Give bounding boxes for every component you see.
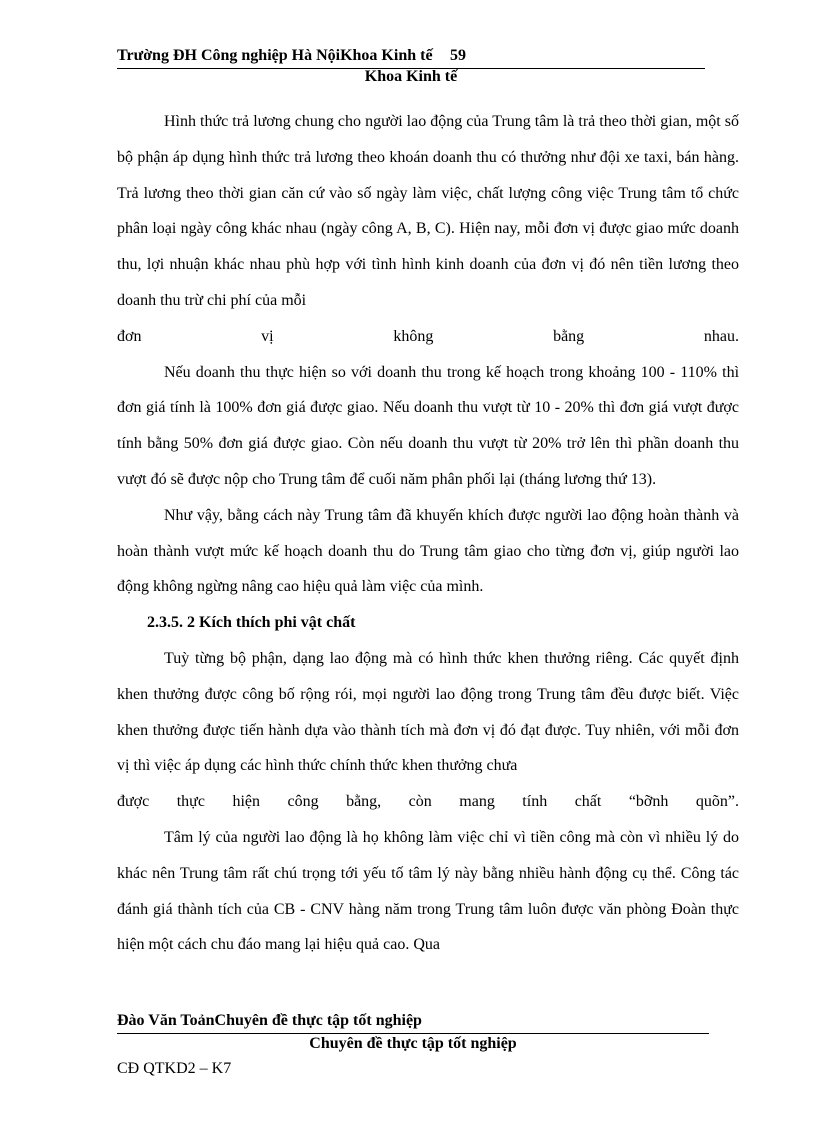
paragraph-last-line: được thực hiện công bằng, còn mang tính chất “bỡnh quõn”. (117, 793, 739, 811)
section-heading: 2.3.5. 2 Kích thích phi vật chất (147, 614, 356, 632)
paragraph: Như vậy, bằng cách này Trung tâm đã khuyến khích được người lao động hoàn thành và hoàn thành vượt mức kế hoạch doanh thu do Trung tâm giao cho từng đơn vị, giúp người lao động không ngừng nâng cao hiệu quả làm việc của mình. (117, 506, 740, 596)
document-body (117, 104, 739, 963)
paragraph: Tâm lý của người lao động là họ không làm việc chỉ vì tiền công mà còn vì nhiều lý do khác nên Trung tâm rất chú trọng tới yếu tố tâm lý này bằng nhiều hành động cụ thể. Công tác đánh giá thành tích của CB - CNV hàng năm trong Trung tâm luôn được văn phòng Đoàn thực hiện một cách chu đáo mang lại hiệu quả cao. Qua (117, 828, 740, 954)
page-footer (117, 1011, 709, 1034)
footer-class-code: CĐ QTKD2 – K7 (117, 1060, 232, 1077)
page-number: 59 (450, 47, 466, 64)
header-school: Trường ĐH Công nghiệp Hà NộiKhoa Kinh tế (117, 47, 433, 64)
footer-author: Đào Văn ToảnChuyên đề thực tập tốt nghiệp (117, 1012, 422, 1029)
footer-title: Chuyên đề thực tập tốt nghiệp (309, 1035, 517, 1052)
page-header (117, 46, 705, 69)
paragraph: Nếu doanh thu thực hiện so với doanh thu trong kế hoạch trong khoảng 100 - 110% thì đơn giá tính là 100% đơn giá được giao. Nếu doanh thu vượt từ 10 - 20% thì đơn giá vượt được tính bằng 50% đơn giá được giao. Còn nếu doanh thu vượt từ 20% trở lên thì phần doanh thu vượt đó sẽ được nộp cho Trung tâm để cuối năm phân phối lại (tháng lương thứ 13). (117, 363, 740, 488)
paragraph: Hình thức trả lương chung cho người lao động của Trung tâm là trả theo thời gian, một số bộ phận áp dụng hình thức trả lương theo khoán doanh thu có thưởng như đội xe taxi, bán hàng. Trả lương theo thời gian căn cứ vào số ngày làm việc, chất lượng công việc Trung tâm tổ chức phân loại ngày công khác nhau (ngày công A, B, C). Hiện nay, mỗi đơn vị được giao mức doanh thu, lợi nhuận khác nhau phù hợp với tình hình kinh doanh của đơn vị đó nên tiền lương theo doanh thu trừ chi phí của mỗi (117, 113, 740, 309)
paragraph-last-line: đơn vị không bằng nhau. (117, 327, 739, 345)
header-faculty: Khoa Kinh tế (364, 68, 458, 85)
paragraph: Tuỳ từng bộ phận, dạng lao động mà có hình thức khen thưởng riêng. Các quyết định khen thưởng được công bố rộng rói, mọi người lao động trong Trung tâm đều được biết. Việc khen thưởng được tiến hành dựa vào thành tích mà đơn vị đó đạt được. Tuy nhiên, với mỗi đơn vị thì việc áp dụng các hình thức chính thức khen thưởng chưa (117, 649, 740, 775)
